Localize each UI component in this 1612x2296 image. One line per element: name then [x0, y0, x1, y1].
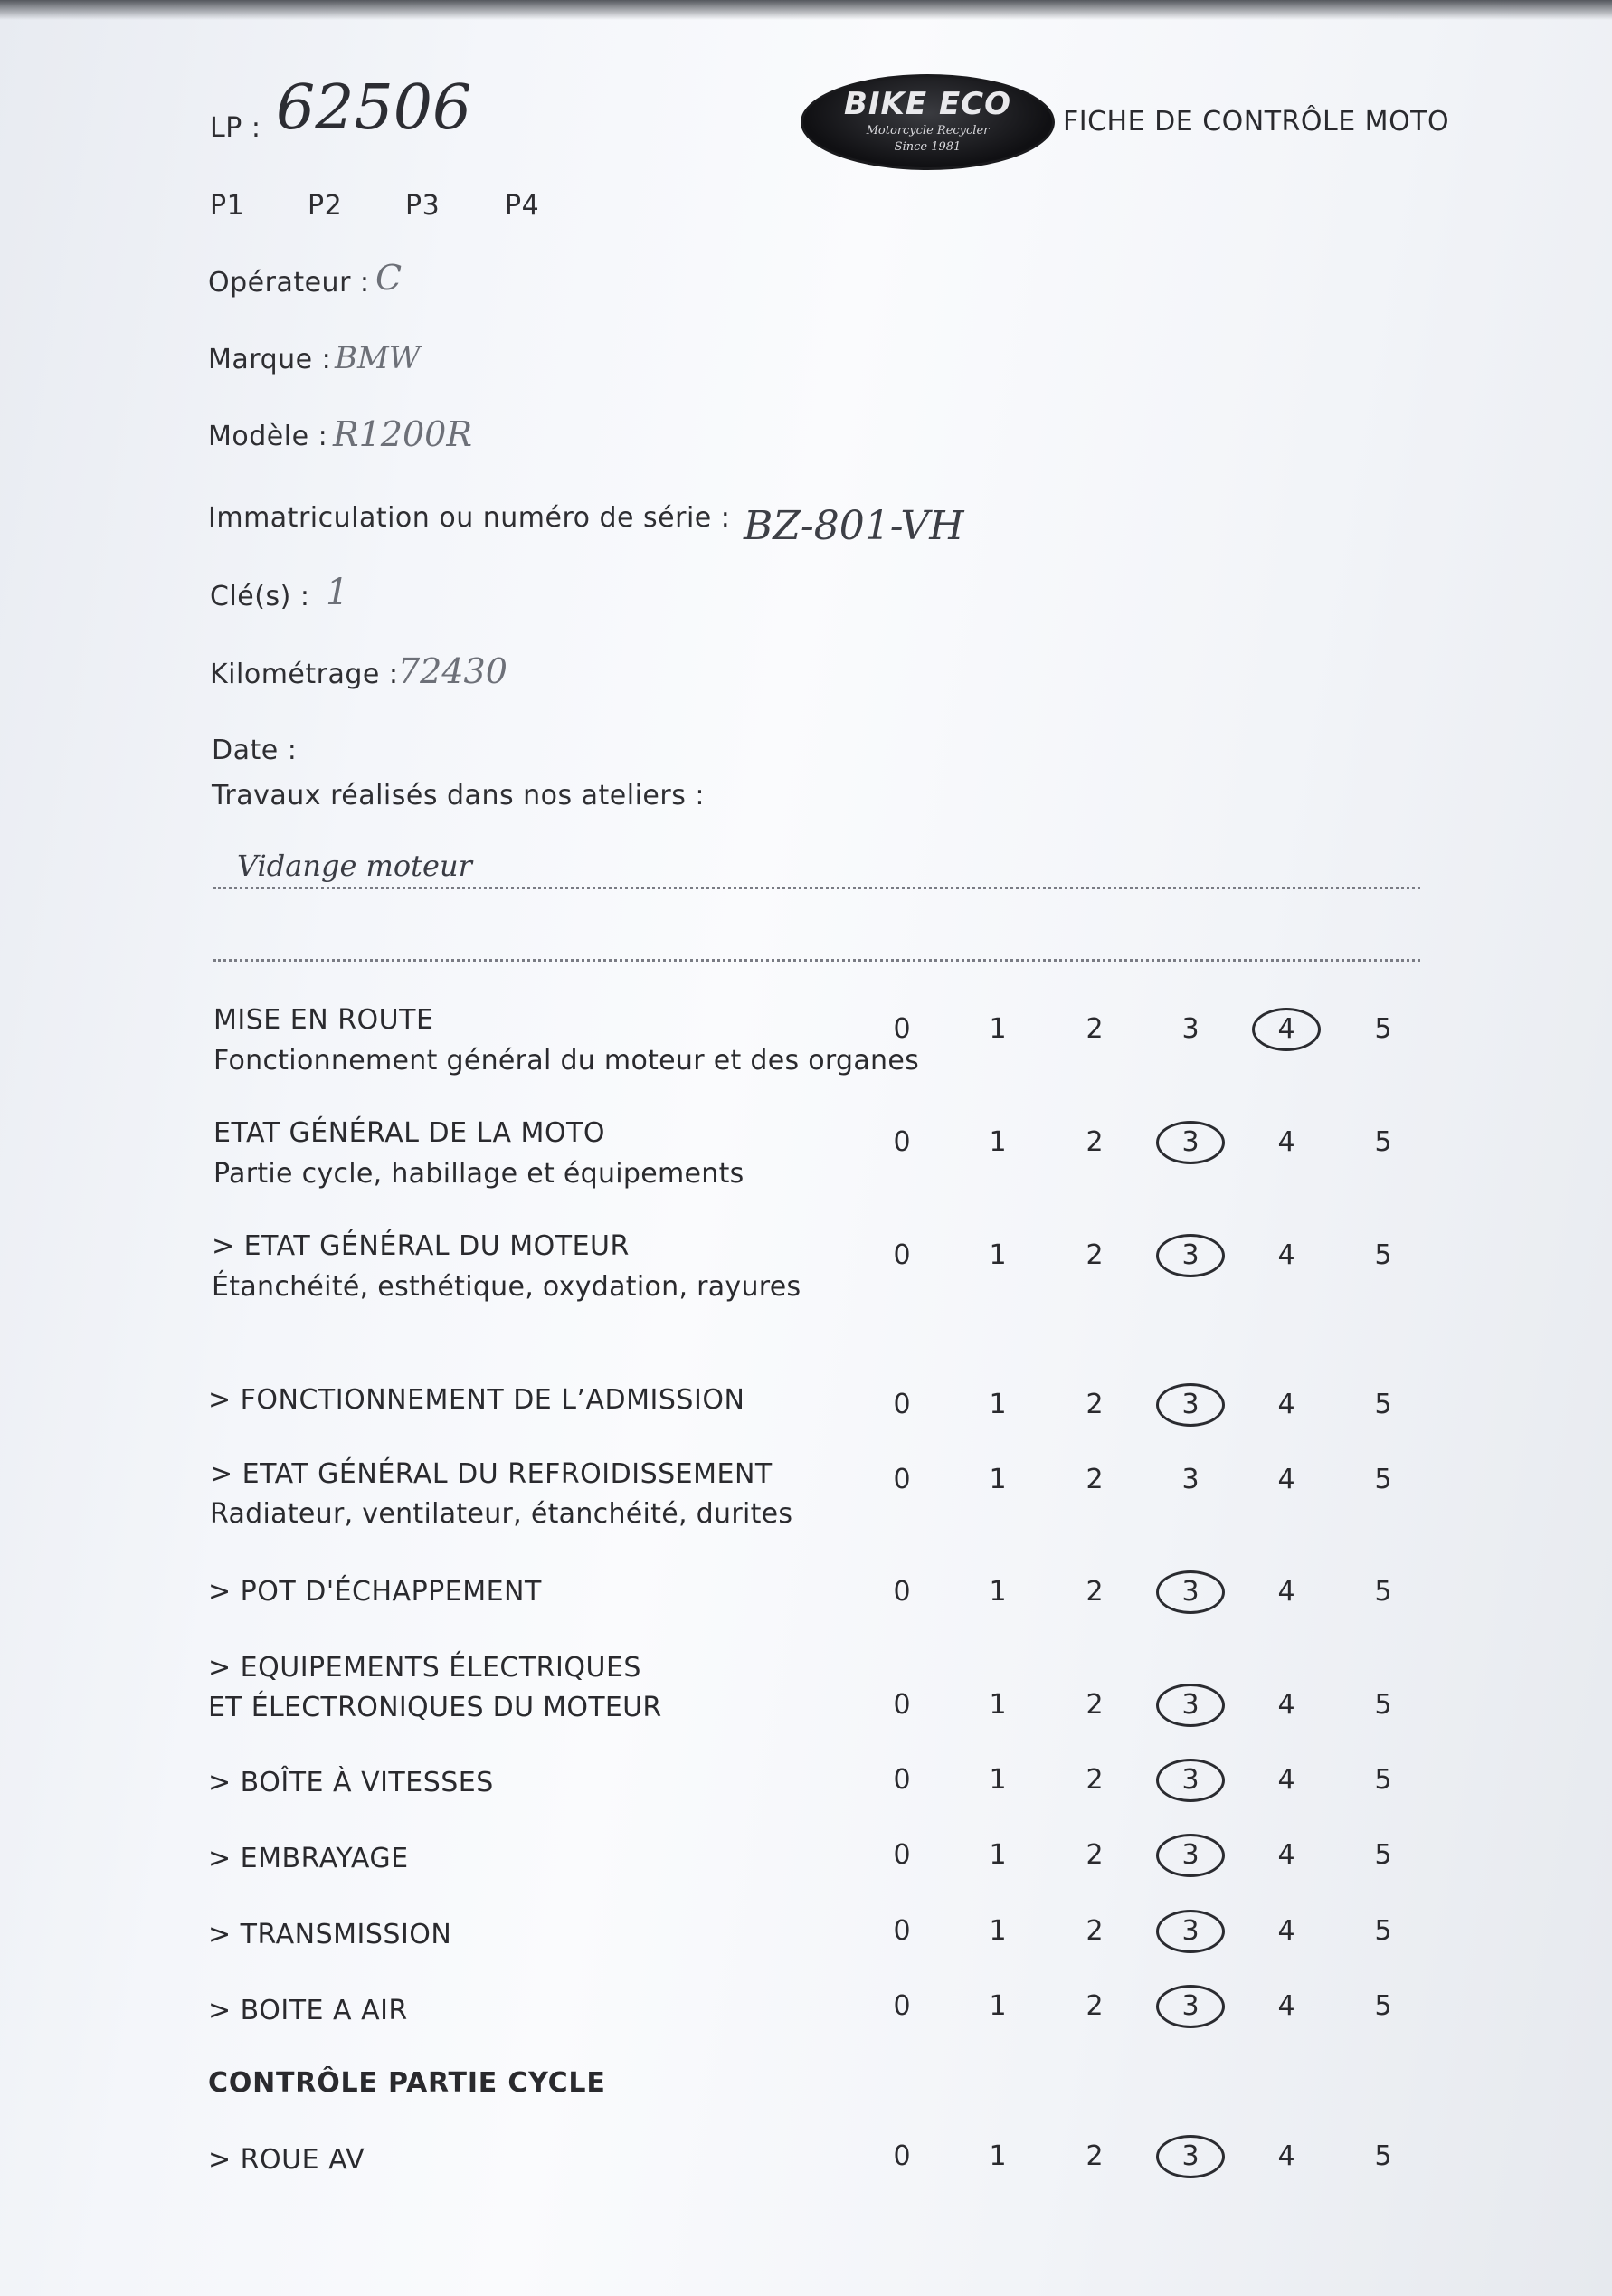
score-option-3[interactable]: 3: [1181, 1389, 1200, 1420]
score-option-3[interactable]: 3: [1181, 1764, 1200, 1796]
score-option-4[interactable]: 4: [1277, 1239, 1295, 1271]
score-option-4[interactable]: 4: [1277, 1464, 1295, 1495]
score-option-2[interactable]: 2: [1086, 1239, 1104, 1271]
bike-eco-logo: [801, 74, 1055, 170]
score-option-4[interactable]: 4: [1277, 1689, 1295, 1721]
km-label: Kilométrage :: [210, 659, 399, 690]
travaux-value[interactable]: Vidange moteur: [237, 849, 472, 883]
score-option-4[interactable]: 4: [1277, 1764, 1295, 1796]
score-option-2[interactable]: 2: [1086, 1464, 1104, 1495]
cles-label: Clé(s) :: [210, 581, 310, 612]
rating-row-subtitle: Radiateur, ventilateur, étanchéité, durites: [210, 1498, 793, 1530]
operateur-value[interactable]: C: [375, 258, 403, 298]
score-option-4[interactable]: 4: [1277, 1013, 1295, 1045]
modele-value[interactable]: R1200R: [333, 414, 472, 454]
score-option-3[interactable]: 3: [1181, 1576, 1200, 1608]
score-option-5[interactable]: 5: [1374, 1239, 1392, 1271]
rating-row-title: > BOITE A AIR: [208, 1995, 408, 2026]
travaux-label: Travaux réalisés dans nos ateliers :: [212, 780, 705, 811]
selected-score-circle: [1156, 2135, 1225, 2178]
score-option-3[interactable]: 3: [1181, 1464, 1200, 1495]
travaux-line-1: [213, 887, 1420, 889]
score-option-1[interactable]: 1: [989, 1389, 1007, 1420]
photo-edge-shadow: [0, 0, 1612, 20]
selected-score-circle: [1156, 1759, 1225, 1802]
score-option-3[interactable]: 3: [1181, 1239, 1200, 1271]
score-option-3[interactable]: 3: [1181, 2140, 1200, 2172]
marque-value[interactable]: BMW: [335, 340, 421, 376]
rating-row-title: > TRANSMISSION: [208, 1919, 452, 1950]
score-option-2[interactable]: 2: [1086, 1013, 1104, 1045]
score-option-4[interactable]: 4: [1277, 1126, 1295, 1158]
score-option-1[interactable]: 1: [989, 1915, 1007, 1947]
score-option-1[interactable]: 1: [989, 1464, 1007, 1495]
logo-text: BIKE ECO: [843, 86, 1012, 122]
score-option-0[interactable]: 0: [893, 1389, 911, 1420]
score-option-3[interactable]: 3: [1181, 1915, 1200, 1947]
score-option-1[interactable]: 1: [989, 1239, 1007, 1271]
p3-option[interactable]: P3: [405, 190, 441, 222]
selected-score-circle: [1156, 1570, 1225, 1614]
score-option-0[interactable]: 0: [893, 1576, 911, 1608]
score-option-1[interactable]: 1: [989, 1764, 1007, 1796]
rating-row-title: > BOÎTE À VITESSES: [208, 1767, 494, 1798]
selected-score-circle: [1156, 1834, 1225, 1877]
selected-score-circle: [1156, 1684, 1225, 1727]
score-option-0[interactable]: 0: [893, 1464, 911, 1495]
score-option-0[interactable]: 0: [893, 1689, 911, 1721]
p4-option[interactable]: P4: [505, 190, 540, 222]
score-option-1[interactable]: 1: [989, 1576, 1007, 1608]
score-option-0[interactable]: 0: [893, 1126, 911, 1158]
date-label: Date :: [212, 735, 298, 766]
score-option-5[interactable]: 5: [1374, 1389, 1392, 1420]
lp-value: 62506: [276, 72, 472, 144]
score-option-5[interactable]: 5: [1374, 1839, 1392, 1871]
score-option-1[interactable]: 1: [989, 1689, 1007, 1721]
travaux-line-2: [213, 959, 1420, 962]
score-option-0[interactable]: 0: [893, 1990, 911, 2022]
score-option-5[interactable]: 5: [1374, 1689, 1392, 1721]
score-option-2[interactable]: 2: [1086, 1389, 1104, 1420]
p2-option[interactable]: P2: [308, 190, 343, 222]
selected-score-circle: [1156, 1121, 1225, 1164]
score-option-5[interactable]: 5: [1374, 1464, 1392, 1495]
score-option-0[interactable]: 0: [893, 1915, 911, 1947]
score-option-5[interactable]: 5: [1374, 1915, 1392, 1947]
score-option-2[interactable]: 2: [1086, 1126, 1104, 1158]
rating-row-subtitle: ET ÉLECTRONIQUES DU MOTEUR: [208, 1692, 662, 1723]
selected-score-circle: [1156, 1985, 1225, 2028]
score-option-1[interactable]: 1: [989, 1990, 1007, 2022]
rating-row-subtitle: Fonctionnement général du moteur et des organes: [213, 1045, 920, 1077]
score-option-5[interactable]: 5: [1374, 2140, 1392, 2172]
score-option-1[interactable]: 1: [989, 2140, 1007, 2172]
rating-row-title: MISE EN ROUTE: [213, 1004, 434, 1036]
score-option-2[interactable]: 2: [1086, 2140, 1104, 2172]
score-option-5[interactable]: 5: [1374, 1576, 1392, 1608]
operateur-label: Opérateur :: [208, 267, 370, 299]
score-option-0[interactable]: 0: [893, 1839, 911, 1871]
score-option-4[interactable]: 4: [1277, 1576, 1295, 1608]
marque-label: Marque :: [208, 344, 332, 375]
km-value[interactable]: 72430: [398, 651, 507, 691]
rating-row-title: > ETAT GÉNÉRAL DU REFROIDISSEMENT: [210, 1458, 773, 1490]
score-option-4[interactable]: 4: [1277, 1915, 1295, 1947]
lp-label: LP :: [210, 112, 261, 144]
score-option-2[interactable]: 2: [1086, 1689, 1104, 1721]
score-option-0[interactable]: 0: [893, 1013, 911, 1045]
score-option-5[interactable]: 5: [1374, 1764, 1392, 1796]
score-option-2[interactable]: 2: [1086, 1576, 1104, 1608]
score-option-4[interactable]: 4: [1277, 1990, 1295, 2022]
selected-score-circle: [1156, 1234, 1225, 1277]
p1-option[interactable]: P1: [210, 190, 245, 222]
modele-label: Modèle :: [208, 421, 328, 452]
selected-score-circle: [1252, 1008, 1321, 1051]
logo-tagline: Motorcycle Recycler: [866, 124, 990, 138]
rating-row-title: > POT D'ÉCHAPPEMENT: [208, 1576, 542, 1608]
section-partie-cycle: CONTRÔLE PARTIE CYCLE: [208, 2067, 606, 2099]
score-option-4[interactable]: 4: [1277, 1839, 1295, 1871]
immat-label: Immatriculation ou numéro de série :: [208, 502, 731, 534]
score-option-5[interactable]: 5: [1374, 1990, 1392, 2022]
selected-score-circle: [1156, 1383, 1225, 1427]
score-option-4[interactable]: 4: [1277, 1389, 1295, 1420]
score-option-2[interactable]: 2: [1086, 1839, 1104, 1871]
sheet-title: FICHE DE CONTRÔLE MOTO: [1063, 106, 1450, 138]
score-option-5[interactable]: 5: [1374, 1126, 1392, 1158]
score-option-3[interactable]: 3: [1181, 1126, 1200, 1158]
score-option-3[interactable]: 3: [1181, 1689, 1200, 1721]
rating-row-subtitle: Partie cycle, habillage et équipements: [213, 1158, 744, 1190]
rating-row-title: > EQUIPEMENTS ÉLECTRIQUES: [208, 1652, 641, 1684]
cles-value[interactable]: 1: [326, 572, 349, 613]
score-option-3[interactable]: 3: [1181, 1013, 1200, 1045]
score-option-2[interactable]: 2: [1086, 1764, 1104, 1796]
rating-row-subtitle: Étanchéité, esthétique, oxydation, rayures: [212, 1271, 801, 1303]
rating-row-title: > ETAT GÉNÉRAL DU MOTEUR: [212, 1230, 630, 1262]
selected-score-circle: [1156, 1910, 1225, 1953]
score-option-5[interactable]: 5: [1374, 1013, 1392, 1045]
score-option-0[interactable]: 0: [893, 2140, 911, 2172]
score-option-0[interactable]: 0: [893, 1239, 911, 1271]
logo-since: Since 1981: [894, 140, 962, 154]
immat-value[interactable]: BZ-801-VH: [744, 503, 964, 549]
rating-row-title: > EMBRAYAGE: [208, 1843, 409, 1874]
score-option-3[interactable]: 3: [1181, 1839, 1200, 1871]
rating-row-title: > ROUE AV: [208, 2144, 365, 2176]
score-option-1[interactable]: 1: [989, 1126, 1007, 1158]
score-option-2[interactable]: 2: [1086, 1990, 1104, 2022]
score-option-4[interactable]: 4: [1277, 2140, 1295, 2172]
score-option-1[interactable]: 1: [989, 1013, 1007, 1045]
score-option-0[interactable]: 0: [893, 1764, 911, 1796]
score-option-1[interactable]: 1: [989, 1839, 1007, 1871]
rating-row-title: > FONCTIONNEMENT DE L’ADMISSION: [208, 1384, 745, 1416]
score-option-3[interactable]: 3: [1181, 1990, 1200, 2022]
rating-row-title: ETAT GÉNÉRAL DE LA MOTO: [213, 1117, 605, 1149]
score-option-2[interactable]: 2: [1086, 1915, 1104, 1947]
